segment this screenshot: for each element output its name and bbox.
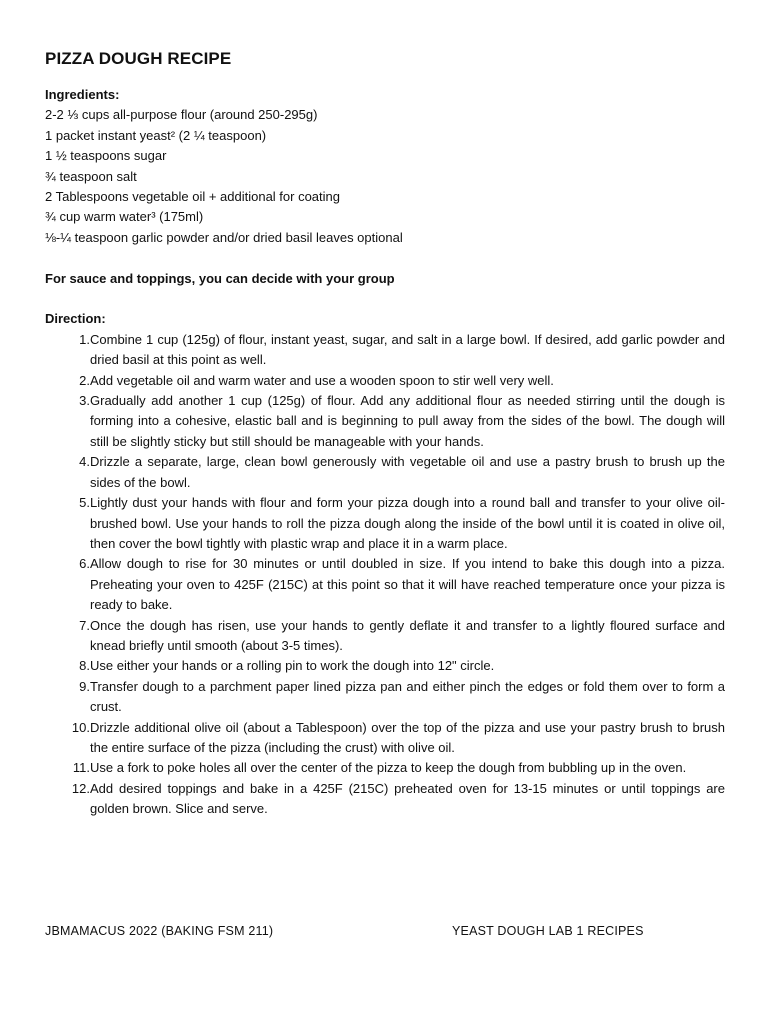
step-text: Allow dough to rise for 30 minutes or until doubled in size. If you intend to bake this dough into a pizza. Preheating your oven to 425F (215C) at this point so that it will have reached temperature once your pizza is ready to bake. (90, 556, 725, 613)
direction-step (45, 330, 725, 371)
step-text: Drizzle a separate, large, clean bowl generously with vegetable oil and use a pastry brush to brush up the sides of the bowl. (90, 454, 725, 490)
page-title: PIZZA DOUGH RECIPE (45, 49, 232, 68)
step-number: 5. (79, 495, 90, 511)
step-text: Combine 1 cup (125g) of flour, instant yeast, sugar, and salt in a large bowl. If desired, add garlic powder and dried basil at this point as well. (90, 331, 725, 368)
ingredient-item: 1 packet instant yeast² (2 ¼ teaspoon) (45, 127, 267, 143)
step-text: Drizzle additional olive oil (about a Tablespoon) over the top of the pizza and use your pastry brush to brush the entire surface of the pizza (including the crust) with olive oil. (90, 719, 725, 755)
direction-step (45, 758, 725, 778)
step-number: 7. (79, 617, 90, 633)
ingredient-item: 2-2 ⅓ cups all-purpose flour (around 250-295g) (45, 107, 318, 123)
ingredients-list (45, 105, 725, 248)
ingredients-heading: Ingredients: (45, 87, 120, 102)
step-number: 6. (79, 556, 90, 572)
footer-section-label: YEAST DOUGH LAB 1 RECIPES (452, 924, 644, 938)
step-text: Transfer dough to a parchment paper lined pizza pan and either pinch the edges or fold them over to form a crust. (90, 678, 725, 715)
step-number: 8. (79, 658, 90, 674)
ingredient-item: ⅛-¼ teaspoon garlic powder and/or dried basil leaves optional (45, 229, 403, 245)
step-number: 9. (79, 678, 90, 694)
direction-step (45, 391, 725, 452)
step-text: Lightly dust your hands with flour and form your pizza dough into a round ball and transfer to your olive oil-brushed bowl. Use your hands to roll the pizza dough along the inside of the bowl until it is coated in olive oil, then cover the bowl tightly with plastic wrap and place it in a warm place. (90, 495, 725, 551)
step-text: Use a fork to poke holes all over the center of the pizza to keep the dough from bubbling up in the oven. (90, 760, 687, 776)
step-number: 2. (79, 372, 90, 388)
direction-heading: Direction: (45, 311, 106, 327)
sauce-toppings-note: For sauce and toppings, you can decide with your group (45, 270, 395, 286)
step-number: 12. (71, 780, 90, 796)
step-number: 11. (72, 760, 90, 776)
step-number: 3. (79, 393, 90, 409)
direction-step (45, 554, 725, 615)
footer-course-label: JBMAMACUS 2022 (BAKING FSM 211) (45, 924, 274, 938)
direction-step (45, 656, 725, 676)
step-text: Add desired toppings and bake in a 425F (215C) preheated oven for 13-15 minutes or until toppings are golden brown. Slice and serve. (90, 780, 725, 817)
ingredient-item: 2 Tablespoons vegetable oil + additional for coating (45, 189, 341, 205)
step-text: Gradually add another 1 cup (125g) of flour. Add any additional flour as needed stirring until the dough is forming into a cohesive, elastic ball and is beginning to pull away from the sides of the bowl. The dough will still be slightly sticky but still should be manageable with your hands. (90, 393, 725, 449)
direction-steps-list (45, 330, 725, 820)
direction-step (45, 493, 725, 554)
direction-step (45, 779, 725, 820)
step-text: Once the dough has risen, use your hands to gently deflate it and transfer to a lightly floured surface and knead briefly until smooth (about 3-5 times). (90, 617, 725, 653)
ingredient-item: ¾ teaspoon salt (45, 168, 137, 184)
ingredient-item: ¾ cup warm water³ (175ml) (45, 209, 204, 225)
direction-step (45, 616, 725, 657)
recipe-content (45, 85, 725, 820)
direction-step (45, 718, 725, 759)
direction-step (45, 452, 725, 493)
step-number: 1. (79, 331, 90, 347)
step-number: 10. (71, 719, 90, 735)
direction-step (45, 371, 725, 391)
ingredient-item: 1 ½ teaspoons sugar (45, 148, 167, 164)
step-text: Add vegetable oil and warm water and use a wooden spoon to stir well very well. (90, 372, 554, 388)
step-number: 4. (79, 454, 90, 470)
step-text: Use either your hands or a rolling pin to work the dough into 12" circle. (90, 658, 495, 674)
direction-step (45, 677, 725, 718)
